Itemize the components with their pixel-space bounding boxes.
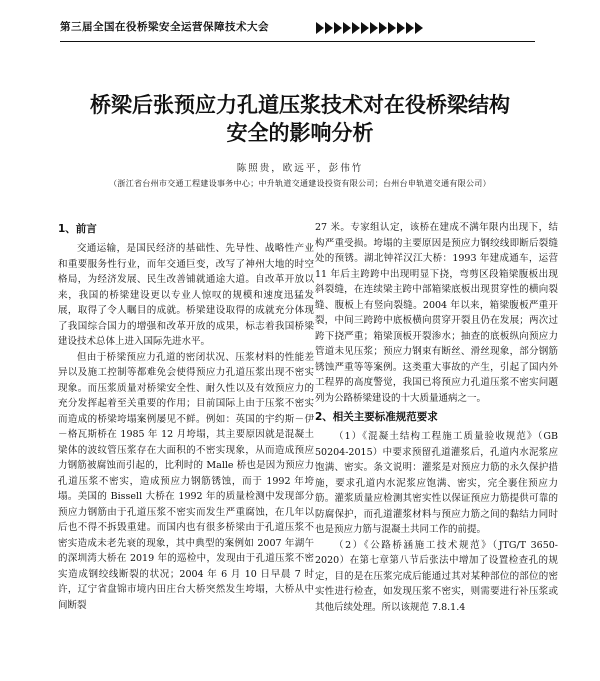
paper-title-line-1: 桥梁后张预应力孔道压浆技术对在役桥梁结构 — [90, 93, 510, 117]
intro-paragraph-1: 交通运输，是国民经济的基础性、先导性、战略性产业和重要服务性行业，而年交通巨变，改写了神州大地的时空格局，为经济发展、民生改善铺就通途大道。自改革开放以来，我国的桥梁建设更以专业人惊叹的规模和速度迅猛发展，取得了令人瞩目的成就。桥梁建设取得的成就充分体现了我国综合国力的增强和改革开放的成果，标志着我国桥梁建设技术总体上进入国际先进水平。 — [58, 243, 314, 347]
standards-paragraph-2: （2）《公路桥涵施工技术规范》（JTG/T 3650-2020）在第七章第八节后张法中增加了设置检查孔的规定，目的是在压浆完成后能通过其对某种部位的部位的密实性进行检查，如发现压浆不密实，则需要进行补压浆或其他后续处理。所以该规范 7.8.1.4 — [315, 539, 558, 613]
arrow-ornament-icon — [316, 22, 423, 34]
conference-name: 第三届全国在役桥梁安全运营保障技术大会 — [60, 21, 269, 33]
paper-title-line-2: 安全的影响分析 — [226, 121, 374, 145]
affiliation: （浙江省台州市交通工程建设事务中心；中升轨道交通建设投资有限公司；台州台申轨道交通有限公司） — [109, 179, 491, 188]
intro-continuation: 27 米。专家组认定，该桥在建成不满年限内出现下，结构严重受损。垮塌的主要原因是预应力钢绞线即断后裂缝处的预锈。湖北钟祥汉江大桥：1993 年建成通车，运营 11 年后主跨跨中出现明显下挠，弯剪区段箱梁腹板出现斜裂缝，在连续梁主跨中部箱梁底板出现贯穿性的横向裂缝、腹板上有竖向裂缝。2004 年以来，箱梁腹板严重开裂，中间三跨跨中底板横向贯穿开裂且仍在发展；两次过跨下挠严重；箱梁顶板开裂渗水；抽查的底板纵向预应力管道未见压浆；预应力钢束有断丝、滑丝现象，部分钢筋锈蚀严重等等案例。这类重大事故的产生，引起了国内外工程界的高度警觉，我国已将预应力孔道压浆不密实问题列为公路桥梁建设的十大质量通病之一。 — [315, 222, 558, 404]
section-heading-standards: 2、相关主要标准规范要求 — [315, 411, 438, 423]
author-list: 陈照贵，欧远平，彭伟竹 — [236, 163, 364, 174]
section-heading-intro: 1、前言 — [58, 223, 97, 235]
left-column — [58, 220, 314, 613]
running-header — [60, 19, 535, 39]
intro-paragraph-2: 但由于桥梁预应力孔道的密闭状况、压浆材料的性能差异以及施工控制等都难免会使得预应力孔道压浆出现不密实现象。而压浆质量对桥梁安全性、耐久性以及有效预应力的充分发挥起着至关重要的作用；目前国际上由于压浆不密实而造成的桥梁垮塌案例屡见不鲜。例如：英国的宇约斯－伊－格瓦斯桥在 1985 年 12 月垮塌，其主要原因就是混凝土梁体的波纹管压浆存在大面积的不密实现象，从而造成预应力钢筋被腐蚀而引起的，比利时的 Malle 桥也是因为预应力孔道压浆不密实，造成预应力钢筋锈蚀，而于 1992 年垮塌。美国的 Bissell 大桥在 1992 年的质量检测中发现部分预应力钢筋由于孔道压浆不密实而发生严重腐蚀，在几年以后也不得不拆毁重建。而国内也有很多桥梁由于孔道压浆不密实造成未老先衰的现象，其中典型的案例如 2007 年湖午的深圳湾大桥在 2019 年的巡检中，发现由于孔道压浆不密实造成钢绞线断裂的状况；2004 年 6 月 10 日早晨 7 时许，辽宁省盘锦市境内田庄台大桥突然发生垮塌，大桥从中间断裂 — [58, 351, 314, 611]
header-rule — [60, 41, 535, 42]
standards-paragraph-1: （1）《混凝土结构工程施工质量验收规范》（GB 50204-2015）中要求预留孔道灌浆后，孔道内水泥浆应饱满、密实。条文说明：灌浆是对预应力筋的永久保护措施，要求孔道内水泥浆应饱满、密实，完全裹住预应力筋。灌浆质量应检测其密实性以保证预应力筋提供可靠的防腐保护，而孔道灌浆材料与预应力筋之间的黏结力同时也是预应力筋与混凝土共同工作的前提。 — [315, 431, 558, 535]
right-column — [315, 220, 558, 615]
